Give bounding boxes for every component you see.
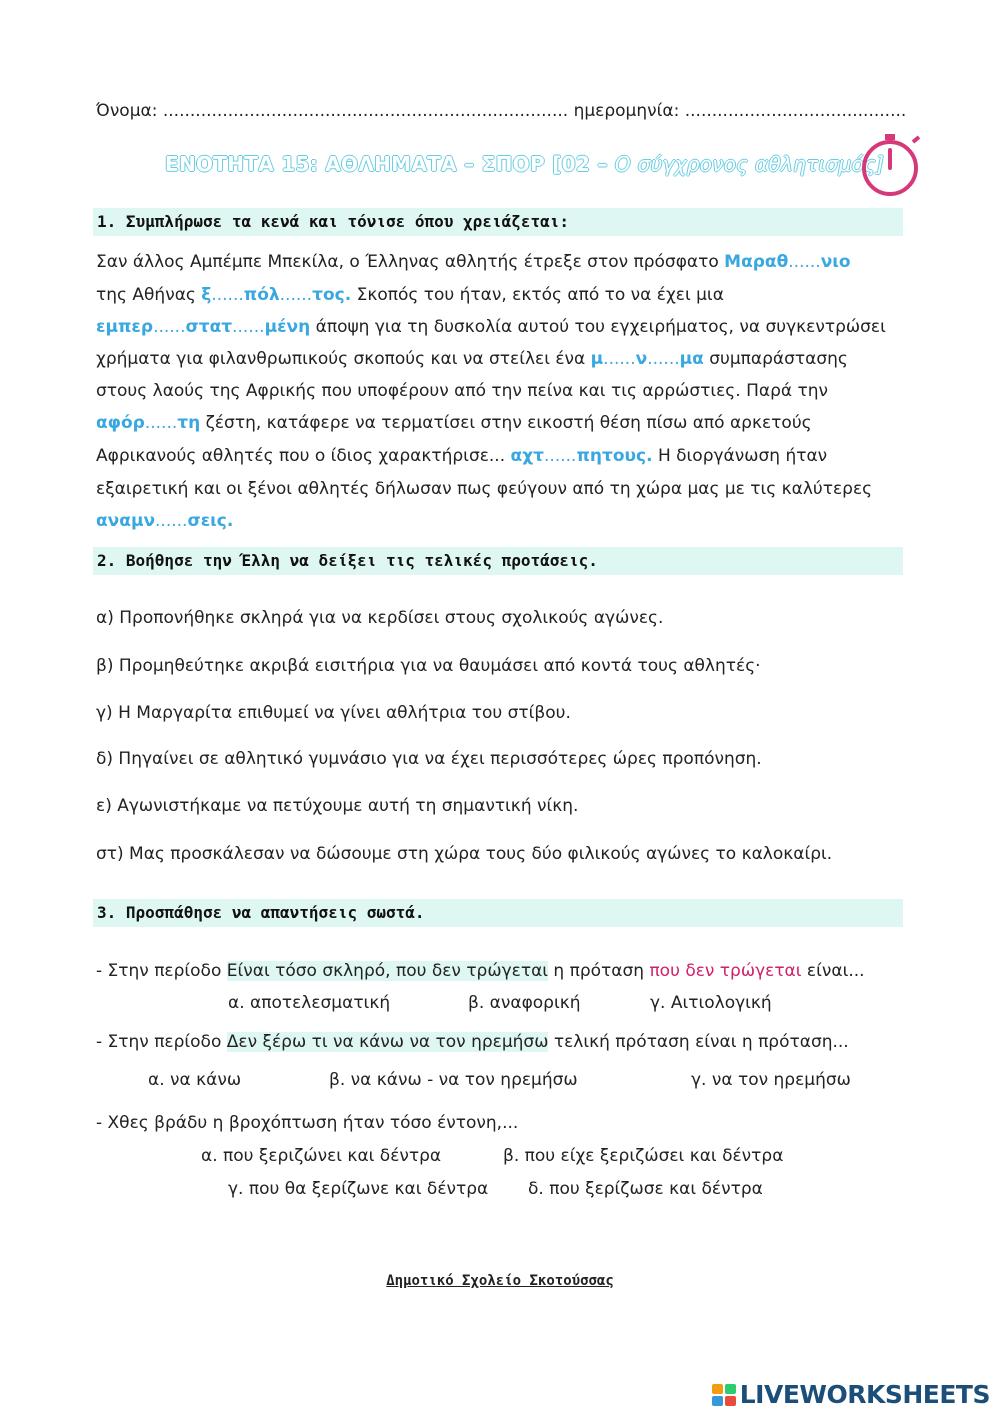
name-blank[interactable]: ........................................................................... <box>162 101 569 121</box>
date-blank[interactable]: ......................................... <box>684 101 907 121</box>
blank-anamniseis[interactable]: αναμν......σεις. <box>96 511 234 531</box>
s2-item-b[interactable]: β) Προμηθεύτηκε ακριβά εισιτήρια για να θαυμάσει από κοντά τους αθλητές· <box>96 656 761 676</box>
q2-option-c[interactable]: γ. να τον ηρεμήσω <box>691 1070 851 1090</box>
q2-option-a[interactable]: α. να κάνω <box>148 1070 242 1090</box>
q2-highlight: Δεν ξέρω τι να κάνω να τον ηρεμήσω <box>226 1032 549 1052</box>
blank-minyma[interactable]: μ......ν......μα <box>590 349 704 369</box>
header-line <box>96 100 906 122</box>
q1-highlight: Είναι τόσο σκληρό, που δεν τρώγεται <box>226 961 549 981</box>
stopwatch-icon <box>858 130 928 198</box>
blank-emperistatomeni[interactable]: εμπερ......στατ......μένη <box>96 317 311 337</box>
s2-item-st[interactable]: στ) Μας προσκάλεσαν να δώσουμε στη χώρα τους δύο φιλικούς αγώνες το καλοκαίρι. <box>96 844 833 864</box>
liveworksheets-logo <box>712 1380 990 1409</box>
s1-line-6: αφόρ......τη ζέστη, κατάφερε να τερματίσει στην εικοστή θέση πίσω από αρκετούς <box>96 413 812 433</box>
q1-option-c[interactable]: γ. Αιτιολογική <box>650 993 772 1013</box>
s2-item-a[interactable]: α) Προπονήθηκε σκληρά για να κερδίσει στους σχολικούς αγώνες. <box>96 608 664 628</box>
brand-text: LIVEWORKSHEETS <box>739 1380 990 1409</box>
liveworksheets-mark-icon <box>712 1384 736 1406</box>
blank-xepolitos[interactable]: ξ......πόλ......τος. <box>201 285 352 305</box>
name-label: Όνομα: <box>96 101 158 121</box>
q2-option-b[interactable]: β. να κάνω - να τον ηρεμήσω <box>329 1070 578 1090</box>
school-name: Δημοτικό Σχολείο Σκοτούσσας <box>386 1273 614 1289</box>
title-main: ΕΝΟΤΗΤΑ 15: ΑΘΛΗΜΑΤΑ – ΣΠΟΡ [02 – <box>165 152 608 176</box>
section3-heading: 3. Προσπάθησε να απαντήσεις σωστά. <box>93 899 903 927</box>
q3-option-b[interactable]: β. που είχε ξεριζώσει και δέντρα <box>503 1146 784 1166</box>
s1-line-8: εξαιρετική και οι ξένοι αθλητές δήλωσαν πως φεύγουν από τη χώρα μας με τις καλύτερες <box>96 479 873 499</box>
s1-line-1: Σαν άλλος Αμπέμπε Μπεκίλα, ο Έλληνας αθλητής έτρεξε στον πρόσφατο Μαραθ......νιο <box>96 252 851 272</box>
s1-line-3: εμπερ......στατ......μένη άποψη για τη δυσκολία αυτού του εγχειρήματος, να συγκεντρώσει <box>96 317 886 337</box>
q3-option-d[interactable]: δ. που ξερίζωσε και δέντρα <box>528 1179 763 1199</box>
s2-item-c[interactable]: γ) Η Μαργαρίτα επιθυμεί να γίνει αθλήτρια του στίβου. <box>96 703 571 723</box>
q3-option-c[interactable]: γ. που θα ξερίζωνε και δέντρα <box>228 1179 489 1199</box>
s1-line-7: Αφρικανούς αθλητές που ο ίδιος χαρακτήρισε... αχτ......πητους. Η διοργάνωση ήταν <box>96 446 828 466</box>
blank-aforiti[interactable]: αφόρ......τη <box>96 413 201 433</box>
section2-heading: 2. Βοήθησε την Έλλη να δείξει τις τελικές προτάσεις. <box>93 547 903 575</box>
worksheet-title <box>165 152 885 176</box>
s3-q2: - Στην περίοδο Δεν ξέρω τι να κάνω να τον ηρεμήσω τελική πρόταση είναι η πρόταση... <box>96 1032 849 1052</box>
s1-line-2: της Αθήνας ξ......πόλ......τος. Σκοπός του ήταν, εκτός από το να έχει μια <box>96 285 724 305</box>
s1-line-5: στους λαούς της Αφρικής που υποφέρουν από την πείνα και τις αρρώστιες. Παρά την <box>96 381 828 401</box>
q3-option-a[interactable]: α. που ξεριζώνει και δέντρα <box>201 1146 442 1166</box>
s1-line-4: χρήματα για φιλανθρωπικούς σκοπούς και να στείλει ένα μ......ν......μα συμπαράστασης <box>96 349 848 369</box>
q1-red-clause: που δεν τρώγεται <box>649 961 802 981</box>
q1-option-a[interactable]: α. αποτελεσματική <box>228 993 391 1013</box>
s1-line-9 <box>96 510 233 532</box>
section1-heading: 1. Συμπλήρωσε τα κενά και τόνισε όπου χρειάζεται: <box>93 208 903 236</box>
s2-item-e[interactable]: ε) Αγωνιστήκαμε να πετύχουμε αυτή τη σημαντική νίκη. <box>96 796 579 816</box>
date-label: ημερομηνία: <box>573 101 680 121</box>
s3-q3: - Χθες βράδυ η βροχόπτωση ήταν τόσο έντονη,... <box>96 1113 519 1133</box>
blank-achtypitous[interactable]: αχτ......πητους. <box>510 446 653 466</box>
q1-option-b[interactable]: β. αναφορική <box>468 993 581 1013</box>
title-sub: Ο σύγχρονος αθλητισμός] <box>614 152 885 176</box>
s3-q1: - Στην περίοδο Είναι τόσο σκληρό, που δεν τρώγεται η πρόταση που δεν τρώγεται είναι... <box>96 961 865 981</box>
blank-marathonio[interactable]: Μαραθ......νιο <box>724 252 851 272</box>
s2-item-d[interactable]: δ) Πηγαίνει σε αθλητικό γυμνάσιο για να έχει περισσότερες ώρες προπόνηση. <box>96 749 762 769</box>
